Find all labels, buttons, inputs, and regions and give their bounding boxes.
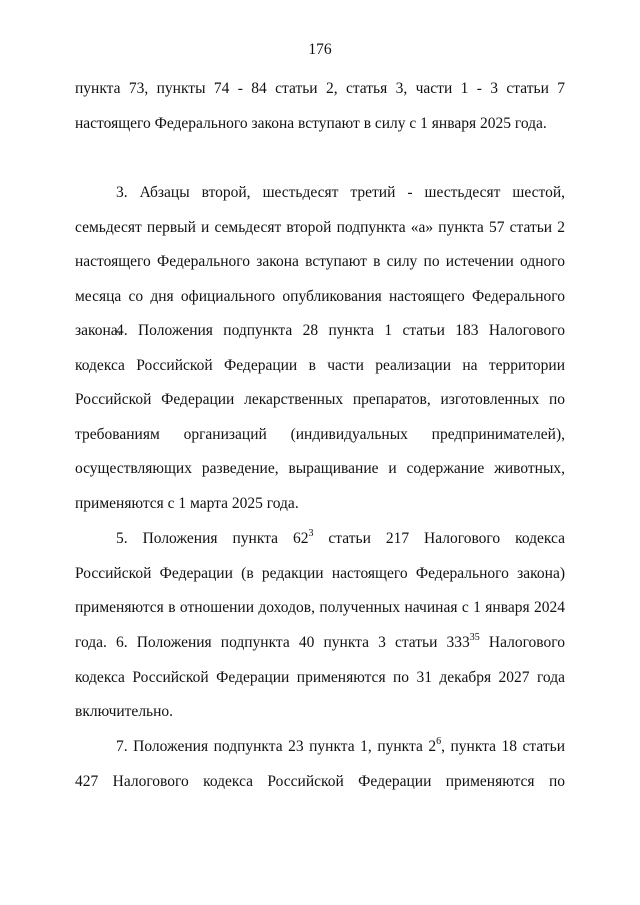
paragraph-text [75, 730, 565, 799]
paragraph-text: пункта 73, пункты 74 - 84 статьи 2, статья 3, части 1 - 3 статьи 7 настоящего Федерального закона вступают в силу с 1 января 2025 года. [75, 80, 565, 132]
paragraph-7 [75, 730, 565, 799]
text-run: , пункта 18 статьи 427 Налогового кодекса Российской Федерации применяются по [75, 738, 566, 790]
text-run: 7. Положения подпункта 23 пункта 1, пункта 2 [116, 738, 437, 755]
superscript: 35 [469, 632, 480, 643]
text-run: статьи 217 Налогового кодекса Российской Федерации (в редакции настоящего Федерального закона) применяются в отношении доходов, полученных начиная с 1 января 2024 года. [75, 530, 565, 651]
paragraph-4 [75, 314, 565, 522]
superscript: 3 [308, 528, 314, 539]
text-run: 6. Положения подпункта 40 пункта 3 статьи 333 [116, 634, 470, 651]
paragraph-text: 3. Абзацы второй, шестьдесят третий - шестьдесят шестой, семьдесят первый и семьдесят второй подпункта «а» пункта 57 статьи 2 настоящего Федерального закона вступают в силу по истечении одного месяца со дня официального опубликования настоящего Федерального закона. [75, 184, 565, 340]
text-run: Налогового кодекса Российской Федерации применяются по 31 декабря 2027 года включительно. [75, 634, 565, 721]
text-run: 5. Положения пункта 62 [116, 530, 309, 547]
page-number: 176 [308, 41, 332, 58]
paragraph-text: 4. Положения подпункта 28 пункта 1 статьи 183 Налогового кодекса Российской Федерации в части реализации на территории Российской Федерации лекарственных препаратов, изготовленных по требованиям организаций (индивидуальных предпринимателей), осуществляющих разведение, выращивание и содержание животных, применяются с 1 марта 2025 года. [75, 322, 565, 512]
paragraph-continuation [75, 72, 565, 141]
superscript: 6 [436, 736, 442, 747]
paragraph-text [75, 626, 565, 730]
paragraph-6 [75, 626, 565, 730]
